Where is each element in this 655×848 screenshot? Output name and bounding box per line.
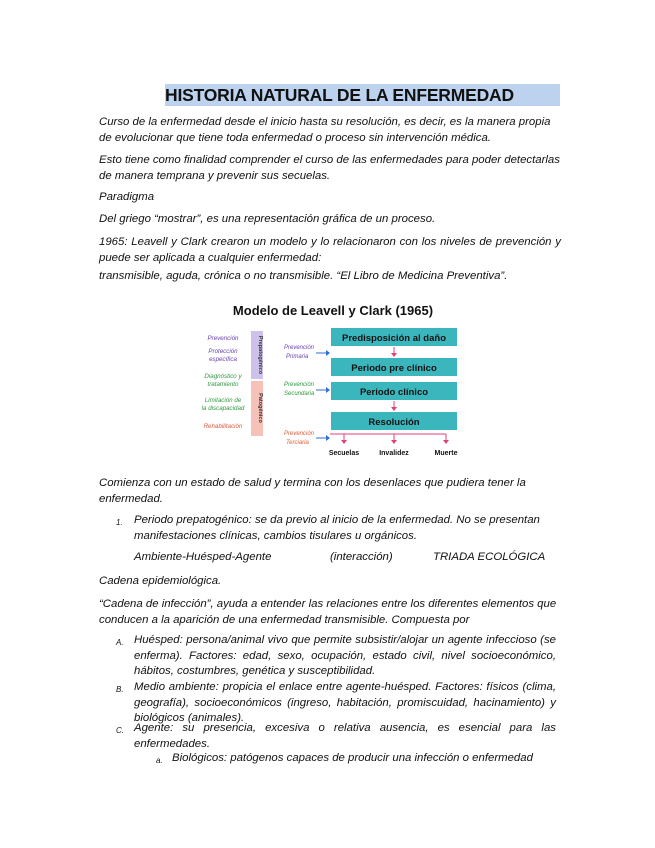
left-item-diagnostico: Diagnóstico y tratamiento bbox=[204, 373, 242, 388]
list-marker-c: C. bbox=[116, 726, 124, 735]
paragraph-purpose: Esto tiene como finalidad comprender el curso de las enfermedades para poder detectarlas de manera temprana y prevenir sus secuelas. bbox=[99, 154, 560, 182]
box-label-resolucion: Resolución bbox=[368, 417, 420, 428]
box-label-clinico: Periodo clínico bbox=[359, 387, 429, 398]
box-label-preclinico: Periodo pre clínico bbox=[351, 363, 437, 374]
list-marker-a: A. bbox=[116, 638, 124, 647]
triad-label: TRIADA ECOLÓGICA bbox=[433, 551, 546, 563]
list-item-prepatogenico: Periodo prepatogénico: se da previo al inicio de la enfermedad. No se presentan manifestaciones clínicas, cambios tisulares u orgánicos. bbox=[134, 514, 540, 542]
list-item-medio-ambiente: Medio ambiente: propicia el enlace entre agente-huésped. Factores: físicos (clima, geografía), socioeconómicos (ingreso, habitación, promiscuidad, hacinamiento) y biológicos (animales). bbox=[134, 681, 556, 724]
left-item-rehabilitacion: Rehabilitación bbox=[203, 423, 243, 430]
paragraph-1965: 1965: Leavell y Clark crearon un modelo y lo relacionaron con los niveles de prevención y puede ser aplicada a cualquier enfermedad: bbox=[99, 236, 561, 264]
outcome-secuelas: Secuelas bbox=[328, 450, 360, 457]
paragraph-cadena: Cadena epidemiológica. bbox=[99, 575, 222, 587]
page-title: HISTORIA NATURAL DE LA ENFERMEDAD bbox=[165, 84, 560, 106]
triad-components: Ambiente-Huésped-Agente bbox=[134, 551, 272, 563]
paragraph-transmisible: transmisible, aguda, crónica o no transmisible. “El Libro de Medicina Preventiva”. bbox=[99, 270, 508, 282]
period-patogenico: Patogénico bbox=[257, 393, 263, 423]
leavell-clark-diagram bbox=[198, 298, 468, 460]
period-prepatogenico: Prepatogénico bbox=[257, 335, 263, 375]
left-item-proteccion: Protección específica bbox=[208, 348, 238, 363]
triad-interaccion: (interacción) bbox=[330, 551, 393, 563]
triad-line bbox=[0, 551, 655, 567]
list-item-agente: Agente: su presencia, excesiva o relativa ausencia, es esencial para las enfermedades. bbox=[134, 722, 556, 750]
left-item-prevencion: Prevención bbox=[207, 335, 239, 342]
list-marker-b: B. bbox=[116, 685, 124, 694]
prevencion-secundaria-label-2: Secundaria bbox=[284, 391, 315, 397]
left-item-limitacion: Limitación de la discapacidad bbox=[201, 397, 245, 412]
prevencion-primaria-label: Prevención bbox=[284, 345, 315, 351]
prevencion-secundaria-label: Prevención bbox=[284, 382, 315, 388]
list-item-huesped: Huésped: persona/animal vivo que permite subsistir/alojar un agente infeccioso (se enferma). Factores: edad, sexo, ocupación, estado civil, nivel socioeconómico, hábitos, costumbres, genética y susceptibilidad. bbox=[134, 634, 556, 677]
paragraph-cadena-infeccion: “Cadena de infección”, ayuda a entender las relaciones entre los diferentes elementos que conducen a la aparición de una enfermedad transmisible. Compuesta por bbox=[99, 598, 557, 626]
box-label-predisposicion: Predisposición al daño bbox=[342, 333, 446, 344]
list-marker-1: 1. bbox=[116, 518, 123, 527]
list-marker-sub-a: a. bbox=[156, 756, 163, 765]
paragraph-paradigma: Paradigma bbox=[99, 191, 155, 203]
outcome-invalidez: Invalidez bbox=[379, 450, 409, 457]
prevencion-terciaria-label: Prevención bbox=[284, 431, 315, 437]
prevencion-primaria-label-2: Primaria bbox=[286, 354, 309, 360]
diagram-title: Modelo de Leavell y Clark (1965) bbox=[232, 303, 434, 318]
paragraph-definition: Curso de la enfermedad desde el inicio hasta su resolución, es decir, es la manera propia de evolucionar que tiene toda enfermedad o proceso sin intervención médica. bbox=[99, 116, 551, 144]
prevencion-terciaria-label-2: Terciaria bbox=[286, 440, 309, 446]
list-item-biologicos: Biológicos: patógenos capaces de producir una infección o enfermedad bbox=[172, 752, 533, 764]
paragraph-comienza: Comienza con un estado de salud y termina con los desenlaces que pudiera tener la enfermedad. bbox=[99, 477, 526, 505]
outcome-muerte: Muerte bbox=[434, 450, 458, 457]
paragraph-greek: Del griego “mostrar”, es una representación gráfica de un proceso. bbox=[99, 213, 436, 225]
